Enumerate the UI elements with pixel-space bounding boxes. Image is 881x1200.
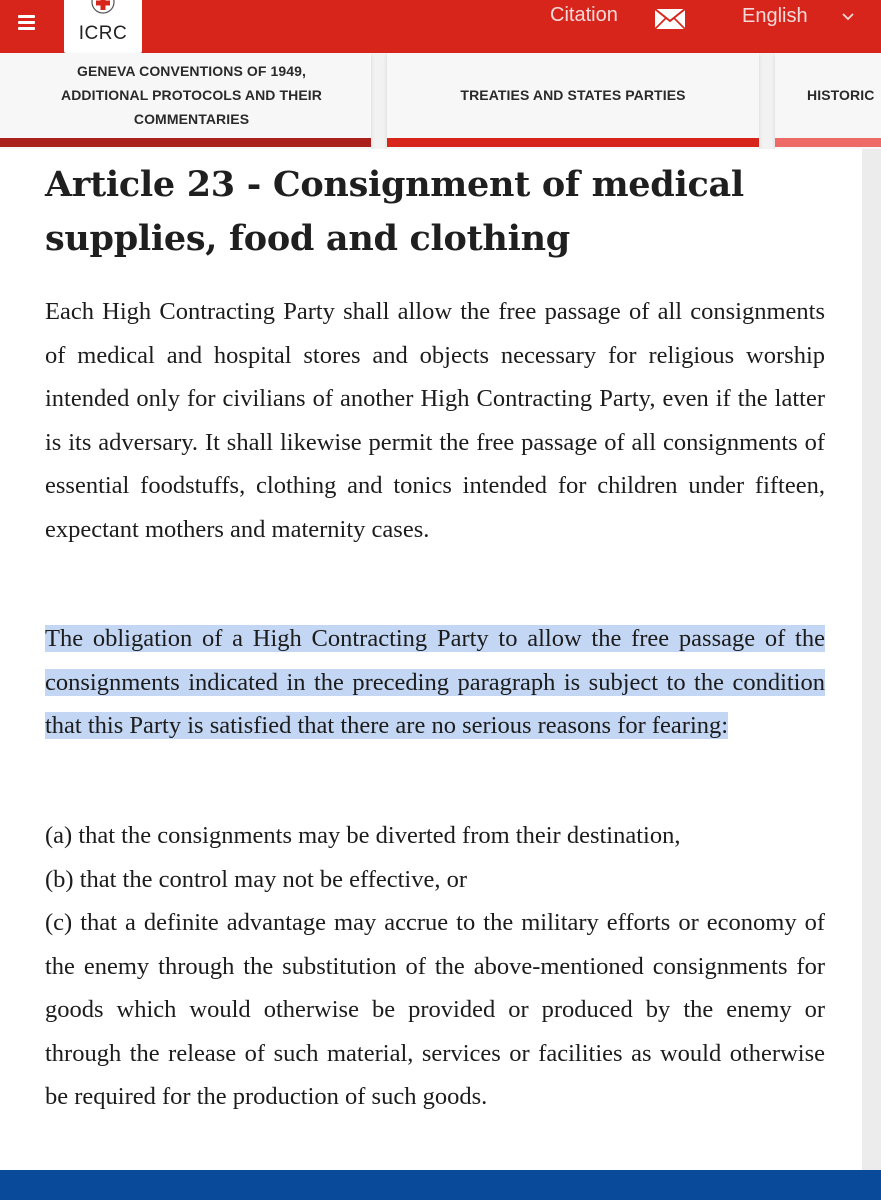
tab-historic[interactable] <box>775 53 881 149</box>
language-selector[interactable]: English <box>742 5 808 27</box>
scrollbar[interactable] <box>862 149 881 1170</box>
citation-link[interactable]: Citation <box>550 4 618 26</box>
tab-label: TREATIES AND STATES PARTIES <box>460 87 686 103</box>
tab-treaties-states-parties[interactable] <box>387 53 759 149</box>
tab-label: HISTORIC <box>807 87 875 103</box>
paragraph-obligation <box>45 617 825 748</box>
top-header <box>0 0 881 53</box>
tab-underline <box>775 138 881 147</box>
menu-button[interactable] <box>10 10 46 36</box>
highlighted-text[interactable]: The obligation of a High Contracting Party to allow the free passage of the consignments indicated in the preceding paragraph is subject to the condition that this Party is satisfied that there are no serious reasons for fearing: <box>45 625 825 739</box>
menu-icon <box>18 27 35 30</box>
tab-geneva-conventions[interactable] <box>0 53 371 149</box>
list-item-b: (b) that the control may not be effective, or <box>45 866 468 893</box>
tab-underline <box>0 138 371 147</box>
mail-icon[interactable] <box>654 8 686 30</box>
article-content <box>0 149 862 1170</box>
article-title: Article 23 - Consignment of medical supplies, food and clothing <box>45 164 744 259</box>
footer-bar <box>0 1170 881 1200</box>
menu-icon <box>18 21 35 24</box>
chevron-down-icon[interactable] <box>840 9 856 25</box>
tab-label: GENEVA CONVENTIONS OF 1949, ADDITIONAL PROTOCOLS AND THEIR COMMENTARIES <box>61 63 322 127</box>
list-item-c: (c) that a definite advantage may accrue to the military efforts or economy of the enemy through the substitution of the above-mentioned consignments for goods which would otherwise be provided or produced by the enemy or through the release of such material, services or facilities as would otherwise be required for the production of such goods. <box>45 909 825 1110</box>
paragraph-free-passage: Each High Contracting Party shall allow the free passage of all consignments of medical and hospital stores and objects necessary for religious worship intended only for civilians of another High Contracting Party, even if the latter is its adversary. It shall likewise permit the free passage of all consignments of essential foodstuffs, clothing and tonics intended for children under fifteen, expectant mothers and maternity cases. <box>45 298 825 543</box>
section-nav <box>0 53 881 149</box>
icrc-logo[interactable] <box>64 0 142 53</box>
logo-text: ICRC <box>78 23 128 44</box>
list-item-a: (a) that the consignments may be diverted from their destination, <box>45 822 681 849</box>
menu-icon <box>18 15 35 18</box>
red-cross-logo-icon <box>88 0 118 16</box>
tab-underline <box>387 138 759 147</box>
